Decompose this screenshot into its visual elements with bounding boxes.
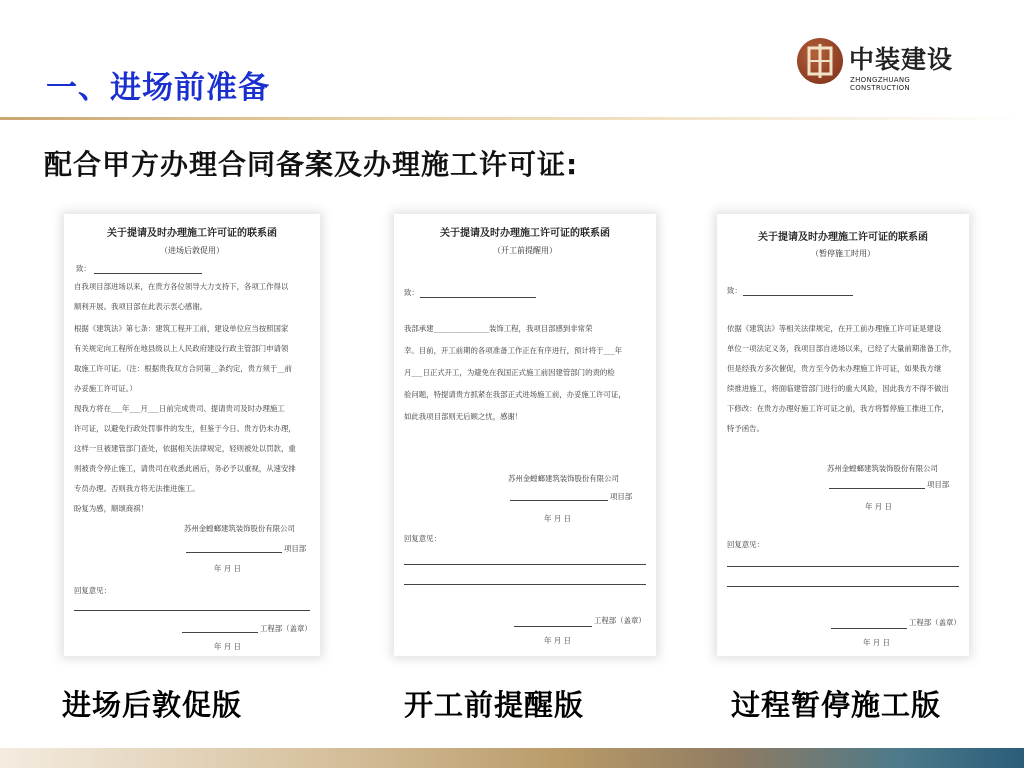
doc-body-line: 月___日正式开工，为避免在我国正式施工前因建管部门的责的检 (404, 368, 615, 377)
doc-reply-label: 回复意见： (404, 534, 441, 543)
doc-body-line: 则被责令停止施工，请贵司在收悉此函后，务必予以重视，从速安排 (74, 464, 296, 473)
doc-body-line: 我部承建_______________装饰工程，我项目部感到非常荣 (404, 324, 593, 333)
doc-body-line: 办妥施工许可证。） (74, 384, 137, 393)
doc-body-line: 有关规定向工程所在地县级以上人民政府建设行政主管部门申请领 (74, 344, 289, 353)
doc-recipient: 致： (404, 288, 419, 297)
doc-stamp-line (831, 628, 907, 629)
document-card-1 (64, 214, 320, 656)
doc-body-line: 单位一项法定义务，我项目部自进场以来，已经了大量前期准备工作， (727, 344, 957, 353)
doc-reply-line (74, 610, 310, 611)
doc-dept: 项目部 (927, 480, 950, 489)
doc-title: 关于提请及时办理施工许可证的联系函 (440, 228, 610, 239)
slide-title: 一、进场前准备 (46, 70, 270, 106)
doc-body-line: 如此我项目部则无后顾之忧，感谢！ (404, 412, 523, 421)
doc-body-line: 盼复为感，顺颂商祺！ (74, 504, 148, 513)
doc-recipient: 致： (76, 264, 91, 273)
doc-reply-line (727, 586, 959, 587)
doc-title: 关于提请及时办理施工许可证的联系函 (758, 232, 928, 243)
doc-subtitle: （开工前提醒用） (493, 246, 557, 255)
doc-body-line: 续推进施工，将面临建管部门进行的重大风险，因此我方不得不做出 (727, 384, 949, 393)
doc-company: 苏州金螳螂建筑装饰股份有限公司 (184, 524, 295, 533)
doc-recipient: 致： (727, 286, 742, 295)
doc-body-line: 但是经我方多次催促，贵方至今仍未办理施工许可证，如果我方继 (727, 364, 942, 373)
doc-recipient-line (420, 297, 536, 298)
doc-body-line: 下修改：在贵方办理好施工许可证之前，我方将暂停施工推进工作， (727, 404, 949, 413)
doc-date: 年 月 日 (865, 502, 892, 511)
doc-dept: 项目部 (284, 544, 307, 553)
slide-subtitle: 配合甲方办理合同备案及办理施工许可证: (44, 148, 579, 181)
doc-company: 苏州金螳螂建筑装饰股份有限公司 (508, 474, 619, 483)
doc-body-line: 许可证，以避免行政处罚事件的发生，但鉴于今日、贵方仍未办理， (74, 424, 296, 433)
doc-recipient-line (743, 295, 853, 296)
doc-recipient-line (94, 273, 202, 274)
doc-date: 年 月 日 (214, 642, 241, 651)
doc-reply-label: 回复意见： (727, 540, 764, 549)
doc-reply-line (404, 584, 646, 585)
doc-stamp-line (514, 626, 592, 627)
doc-date: 年 月 日 (544, 514, 571, 523)
document-card-3 (717, 214, 969, 656)
company-name-cn: 中装建设 (849, 45, 954, 74)
company-logo (797, 38, 967, 92)
doc-reply-label: 回复意见： (74, 586, 111, 595)
doc-dept-line (829, 488, 925, 489)
caption-after-entry: 进场后敦促版 (62, 688, 243, 722)
doc-body-line: 现我方将在___年___月___日前完成贵司、提请贵司及时办理施工 (74, 404, 285, 413)
doc-subtitle: （暂停施工时用） (811, 249, 875, 258)
doc-date: 年 月 日 (214, 564, 241, 573)
doc-stamp: 工程部（盖章） (594, 616, 646, 625)
doc-body-line: 顺利开展。我项目部在此表示衷心感谢。 (74, 302, 208, 311)
company-name-en: ZHONGZHUANG CONSTRUCTION (850, 76, 911, 92)
doc-reply-line (404, 564, 646, 565)
doc-dept: 项目部 (610, 492, 633, 501)
doc-body-line: 特予函告。 (727, 424, 764, 433)
doc-subtitle: （进场后敦促用） (160, 246, 224, 255)
doc-company: 苏州金螳螂建筑装饰股份有限公司 (827, 464, 938, 473)
header-divider (0, 117, 1024, 120)
caption-suspension: 过程暂停施工版 (731, 688, 942, 722)
doc-date: 年 月 日 (863, 638, 890, 647)
doc-title: 关于提请及时办理施工许可证的联系函 (107, 228, 277, 239)
footer-bar (0, 748, 1024, 768)
doc-body-line: 依据《建筑法》等相关法律规定，在开工前办理施工许可证是建设 (727, 324, 942, 333)
doc-dept-line (186, 552, 282, 553)
doc-reply-line (727, 566, 959, 567)
doc-stamp: 工程部（盖章） (909, 618, 961, 627)
doc-dept-line (510, 500, 608, 501)
doc-body-line: 这样一旦被建管部门查处，依据相关法律规定，轻则被处以罚款，重 (74, 444, 296, 453)
doc-body-line: 根据《建筑法》第七条：建筑工程开工前，建设单位应当按照国家 (74, 324, 289, 333)
doc-stamp-line (182, 632, 258, 633)
doc-body-line: 幸。目前，开工前期的各项准备工作正在有序进行，预计将于___年 (404, 346, 623, 355)
caption-before-start: 开工前提醒版 (404, 688, 585, 722)
doc-body-line: 专员办理。否则我方将无法推进施工。 (74, 484, 200, 493)
company-logo-icon (797, 38, 843, 84)
document-card-2 (394, 214, 656, 656)
doc-body-line: 自我项目部进场以来，在贵方各位领导大力支持下，各项工作得以 (74, 282, 289, 291)
doc-body-line: 验问题，特提请贵方抓紧在我部正式进场施工前，办妥施工许可证， (404, 390, 626, 399)
doc-body-line: 取施工许可证。（注：根据贵我双方合同第__条约定，贵方须于__前 (74, 364, 293, 373)
doc-stamp: 工程部（盖章） (260, 624, 312, 633)
doc-date: 年 月 日 (544, 636, 571, 645)
